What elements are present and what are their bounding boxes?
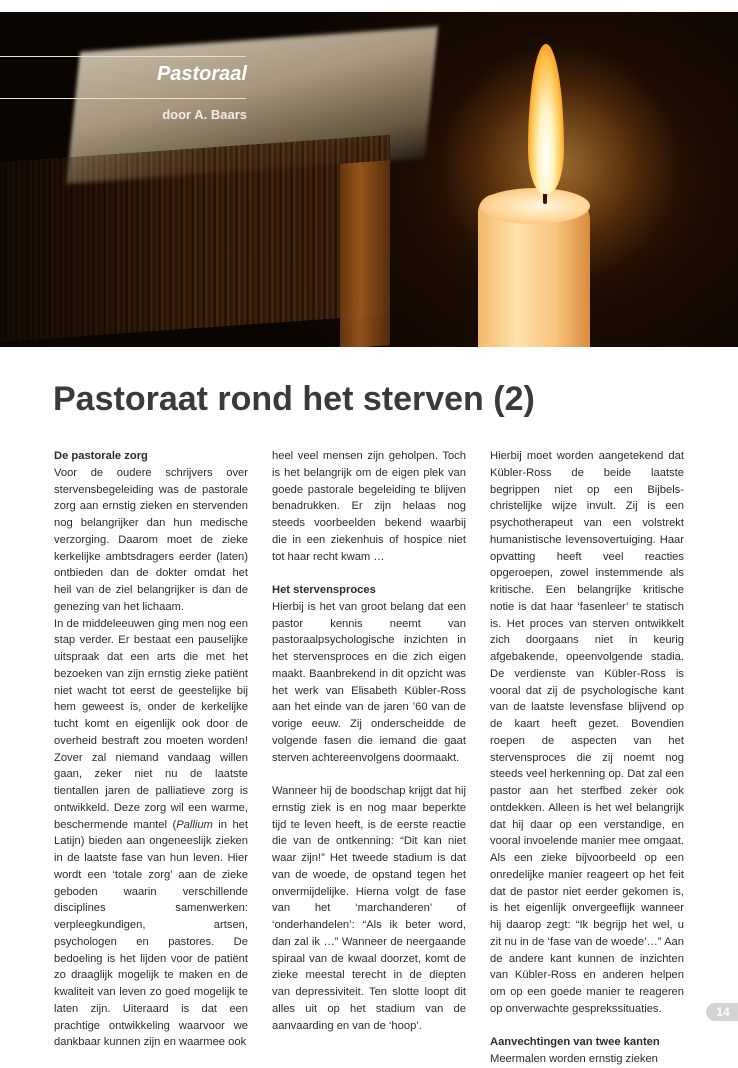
author-byline: door A. Baars xyxy=(162,107,247,122)
article-column-2 xyxy=(272,448,466,1034)
text-run: In de middeleeuwen ging men nog een stap verder. Er bestaat een pauselijke uitspraak dat een arts die met het bezoeken van zijn ernstig zieke patiënt niet wacht tot eerst de geestelijke bij hem geweest is, onder de kerkelijke tucht komt en eigenlijk ook door de overheid bestraft zou moeten worden! Zover zal niemand vandaag willen gaan, zeker niet nu de laatste tientallen jaren de palliatieve zorg is ontwikkeld. Deze zorg wil een warme, beschermende mantel ( xyxy=(54,617,248,831)
header-rule-top xyxy=(0,56,246,57)
paragraph: heel veel mensen zijn geholpen. Toch is het belangrijk om de eigen plek van goede pastorale begeleiding te blijven benadrukken. Er zijn helaas nog steeds voorbeelden bekend waarbij die in een ziekenhuis of hospice niet tot haar recht kwam … xyxy=(272,450,466,563)
section-title: Pastoraal xyxy=(156,63,247,85)
candle-top xyxy=(480,188,590,224)
book-pages-shape xyxy=(0,135,390,342)
text-run: in het Latijn) bieden aan ongeneeslijk zieken in de laatste fase van hun leven. Hier wordt een ‘totale zorg’ aan de zieke geboden waarin verschillende disciplines samenwerken: verpleegkundigen, artsen, psychologen en pastores. De bedoeling is het lijden voor de patiënt zo draaglijk mogelijk te maken en de kwaliteit van leven zo goed mogelijk te laten zijn. Uiteraard is dat een prachtige ontwikkeling waarvoor we dankbaar kunnen zijn en waarmee ook xyxy=(54,818,248,1049)
subheading-stervensproces: Het stervensproces xyxy=(272,584,376,596)
paragraph: Voor de oudere schrijvers over stervensbegeleiding was de pastorale zorg aan ernstig zieken en stervenden nog belangrijker dan hun medische verzorging. Daarom moet de zieke kerkelijke ambtsdragers eerder (laten) ontbieden dan de dokter omdat het heil van de ziel belangrijker is dan de genezing van het lichaam. xyxy=(54,466,248,613)
paragraph: Meermalen worden ernstig zieken xyxy=(490,1053,658,1065)
paragraph: Hierbij is het van groot belang dat een pastor kennis neemt van pastoraalpsychologische inzichten in het stervensproces en die zich eigen maakt. Baanbrekend in dit opzicht was het werk van Elisabeth Kübler-Ross aan het einde van de jaren ’60 van de vorige eeuw. Zij onderscheidde de volgende fasen die iemand die gaat sterven achtereenvolgens doormaakt. xyxy=(272,600,466,764)
paragraph: Hierbij moet worden aangetekend dat Kübler-Ross de beide laatste begrippen niet op een Bijbels-christelijke wijze invult. Zij is een psychotherapeut van een volstrekt humanistische levensovertuiging. Haar opvatting heeft veel reacties opgeroepen, zowel instemmende als kritische. Een belangrijke kritische notie is dat haar ‘fasenleer’ te statisch is. Het proces van sterven ontwikkelt zich doorgaans niet in keurig afgebakende, opeenvolgende stadia. De verdienste van Kübler-Ross is vooral dat zij de psychologische kant van de laatste levensfase blijvend op de kaart heeft gezet. Bovendien roepen de aspecten van het stervensproces die zij noemt nog steeds veel herkenning op. Dat zal een pastor aan het sterfbed zeker ook ontdekken. Alleen is het wel belangrijk dat hij daar op een verstandige, en vooral invoelende manier mee omgaat. Als een zieke bijvoorbeeld op een onredelijke manier reageert op het feit dat de pastor niet eerder gekomen is, is het eigenlijk onvergeeflijk wanneer hij daarop zegt: “Ik begrijp het wel, u zit nu in de ‘fase van de woede’…” Aan de andere kant kunnen de inzichten van Kübler-Ross en anderen helpen om op een goede manier te reageren op onverwachte gesprekssituaties. xyxy=(490,450,684,1015)
header-rule-bottom xyxy=(0,98,246,99)
italic-term: Pallium xyxy=(176,818,213,831)
subheading-aanvechtingen: Aanvechtingen van twee kanten xyxy=(490,1036,660,1049)
article-column-1 xyxy=(54,448,248,1051)
article-column-3 xyxy=(490,448,684,1068)
subheading-pastorale-zorg: De pastorale zorg xyxy=(54,450,148,462)
book-edge-shape xyxy=(340,160,390,347)
hero-photo xyxy=(0,12,738,347)
article-title: Pastoraat rond het sterven (2) xyxy=(53,380,535,418)
paragraph xyxy=(54,616,248,1052)
paragraph: Wanneer hij de boodschap krijgt dat hij ernstig ziek is en nog maar beperkte tijd te leven heeft, is de eerste reactie die van de ontkenning: “Dit kan niet waar zijn!” Het tweede stadium is dat van de woede, de opstand tegen het onvermijdelijke. Hierna volgt de fase van het ‘marchanderen’ of ‘onderhandelen’: “Als ik beter word, dan zal ik …” Wanneer de neergaande spiraal van de kwaal doorzet, komt de zieke meestal terecht in de diepten van depressiviteit. Ten slotte loopt dit alles uit op het stadium van de aanvaarding en van de ‘hoop’. xyxy=(272,785,466,1032)
page-number-badge: 14 xyxy=(706,1003,738,1021)
